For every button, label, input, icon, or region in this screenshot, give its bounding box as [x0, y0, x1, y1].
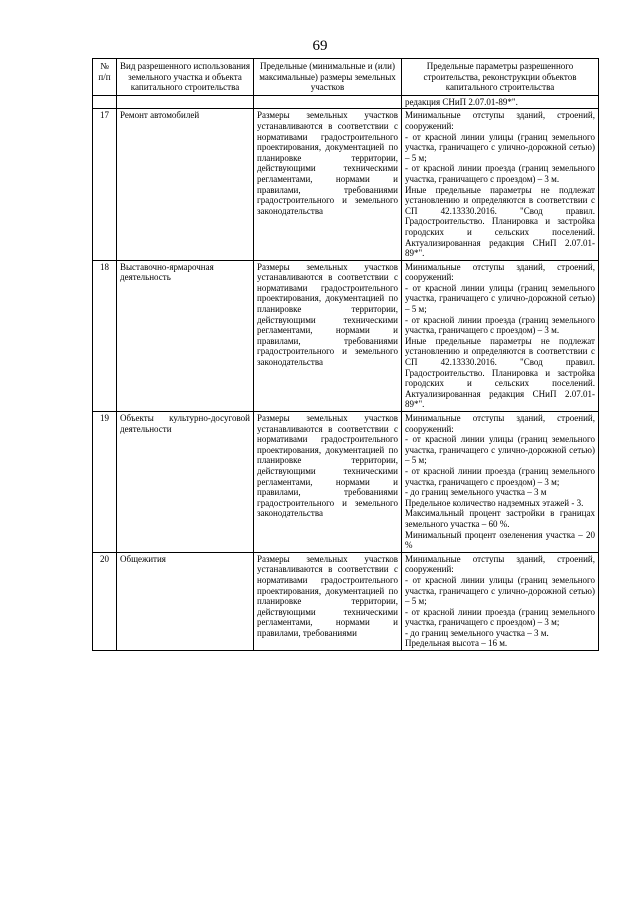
continuation-row — [93, 95, 599, 109]
table-row — [93, 260, 599, 411]
row-number: 20 — [93, 552, 117, 650]
header-build-params: Предельные параметры разрешенного строительства, реконструкции объектов капитального строительства — [402, 59, 599, 96]
table-row — [93, 552, 599, 650]
row-build-params: Минимальные отступы зданий, строений, сооружений: - от красной линии улицы (границ земельного участка, граничащего с улично-дорожной сетью) – 5 м; - от красной линии проезда (границ земельного участка, граничащего с проездом) – 3 м. Иные предельные параметры не подлежат установлению и определяются в соответствии с СП 42.13330.2016. "Свод правил. Градостроительство. Планировка и застройка городских и сельских поселений. Актуализированная редакция СНиП 2.07.01-89*". — [402, 260, 599, 411]
header-plot-size: Предельные (минимальные и (или) максимальные) размеры земельных участков — [254, 59, 402, 96]
table-row — [93, 109, 599, 260]
row-number: 19 — [93, 412, 117, 553]
row-number: 18 — [93, 260, 117, 411]
table-header-row — [93, 59, 599, 96]
table-row — [93, 412, 599, 553]
row-number: 17 — [93, 109, 117, 260]
row-build-params: Минимальные отступы зданий, строений, сооружений: - от красной линии улицы (границ земельного участка, граничащего с улично-дорожной сетью) – 5 м; - от красной линии проезда (границ земельного участка, граничащего с проездом) – 3 м. Иные предельные параметры не подлежат установлению и определяются в соответствии с СП 42.13330.2016. "Свод правил. Градостроительство. Планировка и застройка городских и сельских поселений. Актуализированная редакция СНиП 2.07.01-89*". — [402, 109, 599, 260]
row-use-type: Общежития — [117, 552, 254, 650]
row-use-type: Объекты культурно-досуговой деятельности — [117, 412, 254, 553]
row-plot-size: Размеры земельных участков устанавливаются в соответствии с нормативами градостроительного проектирования, документацией по планировке территории, действующими техническими регламентами, нормами и правилами, требованиями градостроительного и земельного законодательства — [254, 109, 402, 260]
row-use-type: Ремонт автомобилей — [117, 109, 254, 260]
regulations-table — [92, 58, 599, 651]
page-number: 69 — [312, 38, 328, 54]
row-plot-size: Размеры земельных участков устанавливаются в соответствии с нормативами градостроительного проектирования, документацией по планировке территории, действующими техническими регламентами, нормами и правилами, требованиями — [254, 552, 402, 650]
header-use-type: Вид разрешенного использования земельного участка и объекта капитального строительства — [117, 59, 254, 96]
continuation-text: редакция СНиП 2.07.01-89*". — [402, 95, 599, 109]
row-use-type: Выставочно-ярмарочная деятельность — [117, 260, 254, 411]
header-number: № п/п — [93, 59, 117, 96]
row-plot-size: Размеры земельных участков устанавливаются в соответствии с нормативами градостроительного проектирования, документацией по планировке территории, действующими техническими регламентами, нормами и правилами, требованиями градостроительного и земельного законодательства — [254, 260, 402, 411]
row-build-params: Минимальные отступы зданий, строений, сооружений: - от красной линии улицы (границ земельного участка, граничащего с улично-дорожной сетью) – 5 м; - от красной линии проезда (границ земельного участка, граничащего с проездом) – 3 м; - до границ земельного участка – 3 м Предельное количество надземных этажей - 3. Максимальный процент застройки в границах земельного участка – 60 %. Минимальный процент озеленения участка – 20 % — [402, 412, 599, 553]
row-plot-size: Размеры земельных участков устанавливаются в соответствии с нормативами градостроительного проектирования, документацией по планировке территории, действующими техническими регламентами, нормами и правилами, требованиями градостроительного и земельного законодательства — [254, 412, 402, 553]
row-build-params: Минимальные отступы зданий, строений, сооружений: - от красной линии улицы (границ земельного участка, граничащего с улично-дорожной сетью) – 5 м; - от красной линии проезда (границ земельного участка, граничащего с проездом) – 3 м; - до границ земельного участка – 3 м. Предельная высота – 16 м. — [402, 552, 599, 650]
